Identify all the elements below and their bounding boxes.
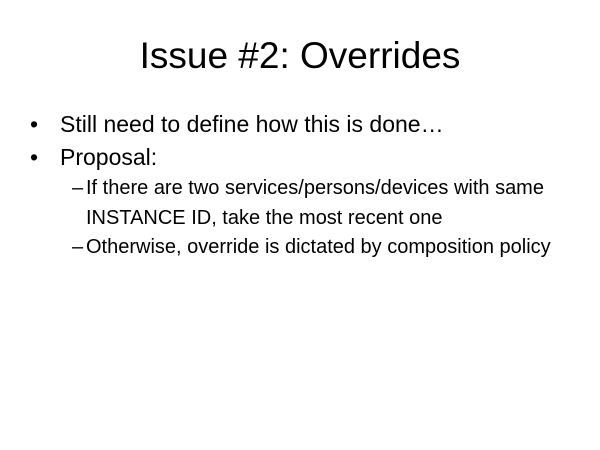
bullet-item [0,108,600,141]
sub-bullet-item [0,173,600,233]
bullet-list [0,108,600,262]
sub-bullet-list [0,173,600,262]
bullet-marker: • [30,111,39,137]
bullet-item [0,141,600,262]
sub-bullet-marker: – [72,236,84,258]
sub-bullet-item [0,232,600,262]
slide-title: Issue #2: Overrides [139,35,461,76]
bullet-text: Proposal: [60,144,158,170]
sub-bullet-marker: – [72,177,84,199]
sub-bullet-text: Otherwise, override is dictated by composition policy [86,236,551,258]
bullet-text: Still need to define how this is done… [60,111,444,137]
bullet-marker: • [30,144,39,170]
sub-bullet-text: If there are two services/persons/devices with same INSTANCE ID, take the most recent one [86,177,544,229]
